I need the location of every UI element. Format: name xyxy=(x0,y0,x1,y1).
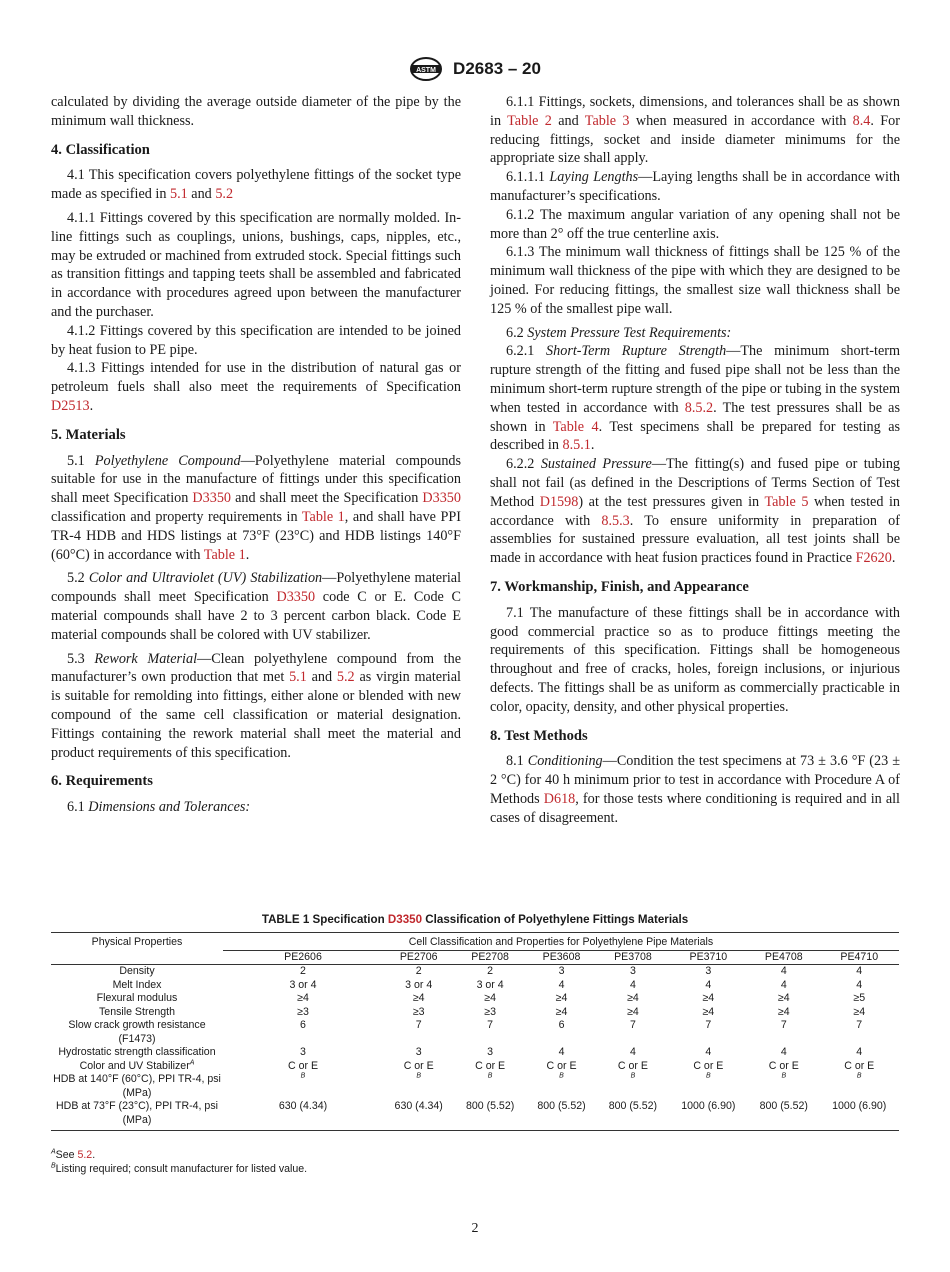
heading-materials: 5. Materials xyxy=(51,426,126,443)
link-f2620[interactable]: F2620 xyxy=(855,550,892,567)
link-table-2[interactable]: Table 2 xyxy=(507,112,552,129)
table-row: Melt Index 3 or 4 3 or 4 3 or 4 4 4 4 4 4 xyxy=(112,978,863,991)
paragraph-4-1-1: 4.1.1 Fittings covered by this specification are normally molded. In-line fittings such as couplings, unions, bushings, caps, nipples, etc., may be extruded or machined from extruded stock. Special fittings such as transition fittings and tapping teets shall be assembled and fabricated in accordance with procedures agreed upon between the manufacturer and the purchaser. xyxy=(51,209,461,320)
link-8-4[interactable]: 8.4 xyxy=(852,112,871,129)
paragraph-4-1-3: 4.1.3 Fittings intended for use in the distribution of natural gas or petroleum fuels shall also meet the requirements of Specification D2513. xyxy=(51,360,461,414)
table-row: HDB at 73°F (23°C), PPI TR-4, psi (MPa) 630 (4.34) 630 (4.34) 800 (5.52) 800 (5.52) 800 (5.52) 1000 (6.90) 800 (5.52) 1000 (6.90) xyxy=(51,1100,899,1131)
link-table-1[interactable]: Table 1 xyxy=(203,546,246,563)
column-header: PE3708 xyxy=(597,950,668,965)
link-5-2[interactable]: 5.2 xyxy=(336,669,355,686)
paragraph-4-1: 4.1 This specification covers polyethylene fittings of the socket type made as specified in 5.1 and 5.2 xyxy=(51,167,461,203)
column-header-cell-classification: Cell Classification and Properties for Polyethylene Pipe Materials xyxy=(223,933,899,951)
paragraph-intro: calculated by dividing the average outside diameter of the pipe by the minimum wall thickness. xyxy=(51,94,461,129)
table-row: Color and UV Stabilizer$^A$ C or E C or E C or E C or E C or E C or E C or E C or E xyxy=(79,1058,875,1072)
link-d3350[interactable]: D3350 xyxy=(387,913,423,926)
astm-logo-text: ASTM xyxy=(416,66,436,74)
heading-workmanship: 7. Workmanship, Finish, and Appearance xyxy=(490,578,749,595)
heading-classification: 4. Classification xyxy=(51,141,150,158)
paragraph-6-2-1: 6.2.1 Short-Term Rupture Strength—The minimum short-term rupture strength of the fitting and fused pipe shall not be less than the minimum short-term rupture strength of the pipe or tubing in the system when tested in accordance with 8.5.2. The test pressures shall be as shown in Table 4. Test specimens shall be prepared for testing as described in 8.5.1. xyxy=(490,343,901,454)
column-header-properties: Physical Properties xyxy=(51,933,223,951)
link-d3350[interactable]: D3350 xyxy=(192,490,232,507)
table-row: Flexural modulus ≥4 ≥4 ≥4 ≥4 ≥4 ≥4 ≥4 ≥5 xyxy=(96,992,866,1004)
table-row: HDB at 140°F (60°C), PPI TR-4, psi (MPa) $^B$ $^B$ $^B$ $^B$ $^B$ $^B$ $^B$ $^B$ xyxy=(53,1072,862,1099)
paragraph-6-2-2: 6.2.2 Sustained Pressure—The fitting(s) and fused pipe or tubing shall not fail (as defined in the Descriptions of Terms Section of Test Method D1598) at the test pressures given in Table 5 when tested in accordance with 8.5.3. To ensure uniformity in preparation of assemblies for sustained pressure evaluation, all test joints shall be made in accordance with heat fusion practices found in Practice F2620. xyxy=(490,456,901,567)
heading-test-methods: 8. Test Methods xyxy=(490,727,588,744)
paragraph-6-1-3: 6.1.3 The minimum wall thickness of fittings shall be 125 % of the minimum wall thickness of the pipe with which they are designed to be joined. For reducing fittings, the smallest size wall thickness shall be 125 % of the smallest pipe wall. xyxy=(490,244,900,317)
column-header: PE4708 xyxy=(748,950,819,965)
footnote-a: $^A$See 5.2. xyxy=(51,1148,96,1161)
link-d618[interactable]: D618 xyxy=(543,790,576,807)
astm-logo-icon xyxy=(409,56,443,82)
left-column xyxy=(51,93,461,817)
paragraph-6-1: 6.1 Dimensions and Tolerances: xyxy=(67,799,251,816)
page-header xyxy=(0,56,950,82)
table-row: Tensile Strength ≥3 ≥3 ≥3 ≥4 ≥4 ≥4 ≥4 ≥4 xyxy=(99,1005,866,1018)
paragraph-6-1-2: 6.1.2 The maximum angular variation of any opening shall not be more than 2° off the true centerline axis. xyxy=(490,206,900,242)
paragraph-8-1: 8.1 Conditioning—Condition the test specimens at 73 ± 3.6 °F (23 ± 2 °C) for 40 h minimum prior to test in accordance with Procedure A of Methods D618, for those tests where conditioning is required and in all cases of disagreement. xyxy=(490,753,901,826)
right-column xyxy=(490,93,900,827)
column-header: PE2706 xyxy=(383,950,454,965)
paragraph-6-2: 6.2 System Pressure Test Requirements: xyxy=(506,324,732,341)
table-row: Slow crack growth resistance (F1473) 6 7 7 6 7 7 7 7 xyxy=(68,1019,863,1045)
paragraph-7-1: 7.1 The manufacture of these fittings shall be in accordance with good commercial practice so as to produce fittings meeting the requirements of this specification. Fittings shall be homogeneous throughout and free of cracks, holes, foreign inclusions, or injurious defects. The fittings shall be as uniform as commercially practicable in color, opacity, density, and other physical properties. xyxy=(490,604,900,715)
link-table-5[interactable]: Table 5 xyxy=(764,493,809,510)
column-header: PE2606 xyxy=(223,950,383,965)
footnote-b: $^B$Listing required; consult manufacturer for listed value. xyxy=(51,1162,308,1175)
page-number: 2 xyxy=(471,1221,479,1236)
table-row: Hydrostatic strength classification 3 3 3 4 4 4 4 4 xyxy=(58,1046,863,1058)
paragraph-5-1: 5.1 Polyethylene Compound—Polyethylene material compounds suitable for use in the manufacture of fittings under this specification shall meet Specification D3350 and shall meet the Specification D3350 classification and property requirements in Table 1, and shall have PPI TR-4 HDB and HDS listings at 73°F (23°C) and HDB listings 140°F (60°C) in accordance with Table 1. xyxy=(51,452,462,563)
classification-table xyxy=(51,932,899,1131)
heading-requirements: 6. Requirements xyxy=(51,773,153,790)
paragraph-5-3: 5.3 Rework Material—Clean polyethylene compound from the manufacturer’s own production that met 5.1 and 5.2 as virgin material is suitable for remolding into fittings, either alone or blended with new compound of the same cell classification or material designation. Fittings containing the rework material shall meet the material and product requirements of this specification. xyxy=(51,650,461,761)
document-code: D2683 – 20 xyxy=(453,59,541,78)
link-8-5-2[interactable]: 8.5.2 xyxy=(684,399,714,416)
paragraph-6-1-1-1: 6.1.1.1 Laying Lengths—Laying lengths shall be in accordance with manufacturer’s specifications. xyxy=(490,169,901,204)
link-d1598[interactable]: D1598 xyxy=(539,493,579,510)
link-d3350[interactable]: D3350 xyxy=(422,490,461,507)
table-title: TABLE 1 Specification D3350 Classification of Polyethylene Fittings Materials xyxy=(261,913,689,926)
link-table-3[interactable]: Table 3 xyxy=(584,112,630,129)
link-table-1[interactable]: Table 1 xyxy=(301,508,345,525)
link-5-1[interactable]: 5.1 xyxy=(289,669,307,686)
link-d3350[interactable]: D3350 xyxy=(276,589,316,606)
paragraph-5-2: 5.2 Color and Ultraviolet (UV) Stabilization—Polyethylene material compounds shall meet Specification D3350 code C or E. Code C material compounds shall have 2 to 3 percent carbon black. Code E material compounds shall be colored with UV stabilizer. xyxy=(51,570,462,643)
column-header: PE3608 xyxy=(526,950,597,965)
link-8-5-1[interactable]: 8.5.1 xyxy=(562,437,591,454)
link-5-2[interactable]: 5.2 xyxy=(215,186,234,203)
column-header: PE3710 xyxy=(669,950,748,965)
paragraph-6-1-1: 6.1.1 Fittings, sockets, dimensions, and tolerances shall be as shown in Table 2 and Table 3 when measured in accordance with 8.4. For reducing fittings, socket and inside diameter minimums for the appropriate size shall apply. xyxy=(490,94,900,167)
link-5-1[interactable]: 5.1 xyxy=(169,186,188,203)
link-table-4[interactable]: Table 4 xyxy=(552,418,599,435)
paragraph-4-1-2: 4.1.2 Fittings covered by this specification are intended to be joined by heat fusion to PE pipe. xyxy=(51,322,461,358)
column-header: PE2708 xyxy=(454,950,525,965)
column-header: PE4710 xyxy=(819,950,899,965)
table-row: Density 2 2 2 3 3 3 4 4 xyxy=(119,965,863,977)
link-8-5-3[interactable]: 8.5.3 xyxy=(601,512,630,529)
link-d2513[interactable]: D2513 xyxy=(51,397,90,414)
link-5-2[interactable]: 5.2 xyxy=(77,1149,93,1161)
